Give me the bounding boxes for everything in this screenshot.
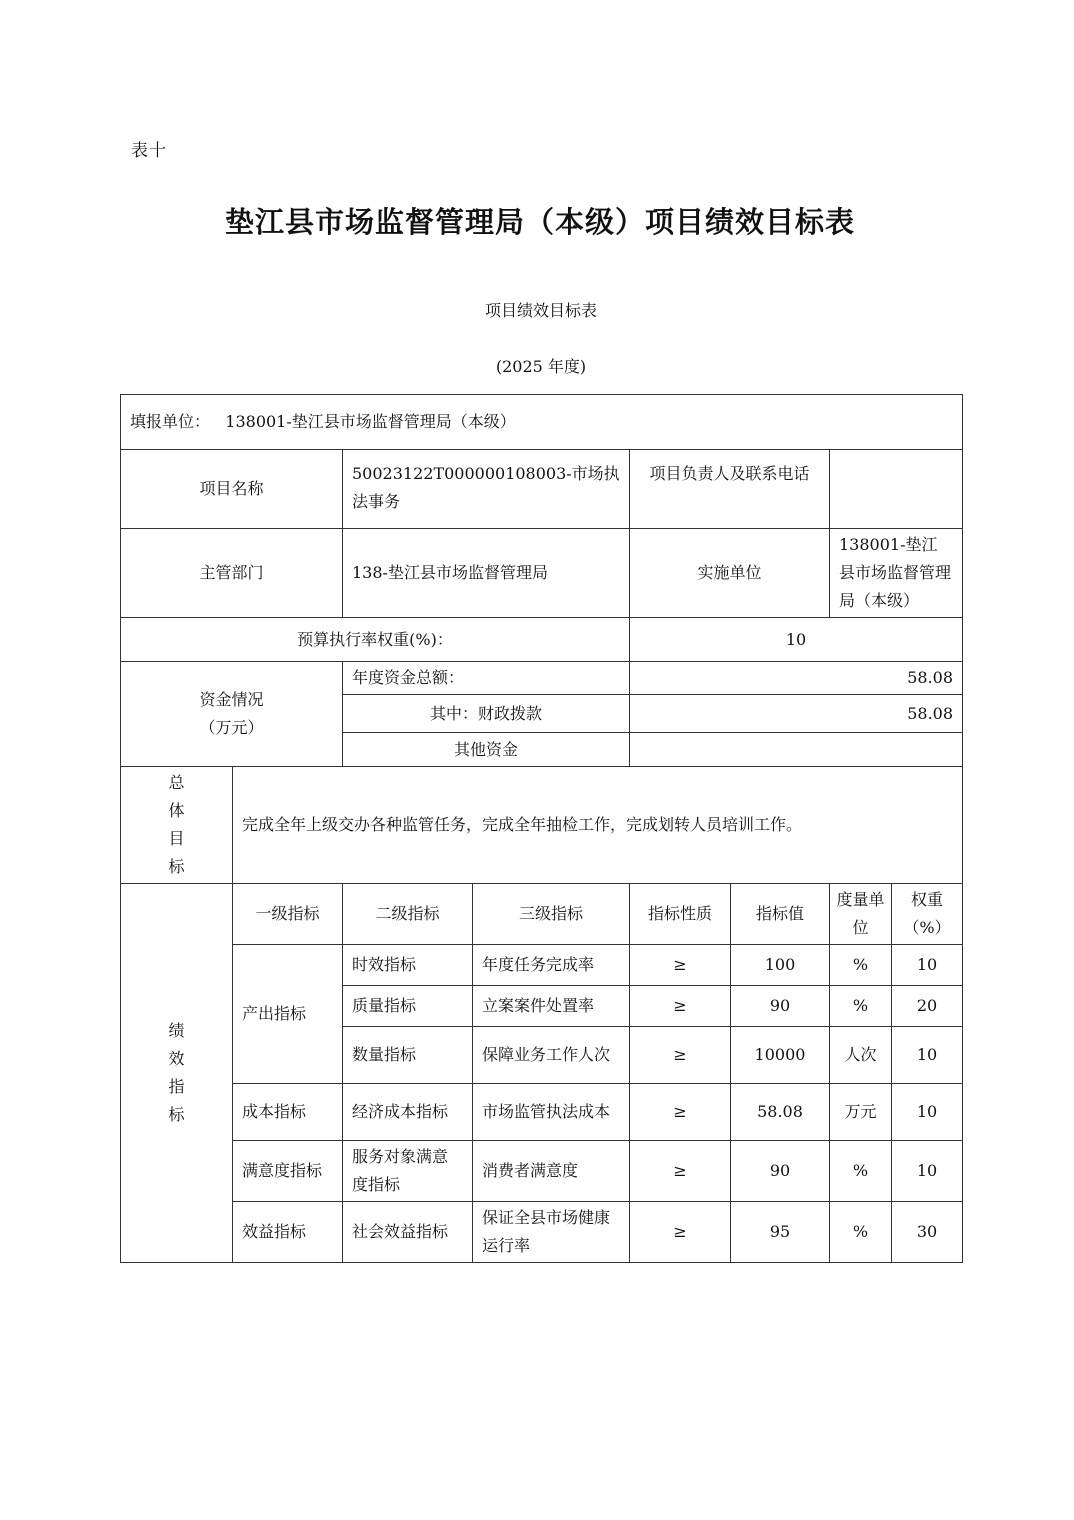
- budget-rate-value: 10: [630, 618, 963, 662]
- filler-unit-value: 138001-垫江县市场监督管理局（本级）: [225, 412, 516, 431]
- overall-goal-text: 完成全年上级交办各种监管任务，完成全年抽检工作，完成划转人员培训工作。: [233, 767, 963, 884]
- table-subtitle: 项目绩效目标表: [484, 301, 597, 320]
- funds-label-line1: 资金情况: [199, 690, 264, 709]
- table-row: [121, 945, 963, 986]
- funds-total-label: 年度资金总额：: [343, 662, 630, 695]
- value-cell: 10000: [731, 1027, 830, 1084]
- weight-cell: 10: [892, 1027, 963, 1084]
- level1-cell: 效益指标: [233, 1202, 343, 1263]
- indicators-label-char: 绩: [168, 1021, 185, 1040]
- level3-cell: 消费者满意度: [473, 1141, 630, 1202]
- level2-cell: 社会效益指标: [343, 1202, 473, 1263]
- level2-cell: 时效指标: [343, 945, 473, 986]
- funds-label-line2: （万元）: [199, 718, 264, 737]
- level3-cell: 保证全县市场健康运行率: [473, 1202, 630, 1263]
- indicators-label-char: 指: [168, 1077, 185, 1096]
- level3-cell: 年度任务完成率: [473, 945, 630, 986]
- dept-label: 主管部门: [121, 529, 343, 618]
- filler-unit-cell: [121, 395, 963, 450]
- contact-label: 项目负责人及联系电话: [630, 450, 830, 529]
- level1-cell: 满意度指标: [233, 1141, 343, 1202]
- value-cell: 90: [731, 986, 830, 1027]
- nature-cell: ≥: [630, 1141, 731, 1202]
- goal-label-char: 体: [168, 801, 185, 820]
- nature-cell: ≥: [630, 1027, 731, 1084]
- level3-cell: 立案案件处置率: [473, 986, 630, 1027]
- indicators-label-char: 标: [168, 1105, 185, 1124]
- goal-label-char: 总: [168, 773, 185, 792]
- budget-rate-label: 预算执行率权重(%)：: [121, 618, 630, 662]
- nature-cell: ≥: [630, 986, 731, 1027]
- goal-label-char: 目: [168, 829, 185, 848]
- header-level1: 一级指标: [233, 884, 343, 945]
- weight-cell: 30: [892, 1202, 963, 1263]
- header-level2: 二级指标: [343, 884, 473, 945]
- value-cell: 90: [731, 1141, 830, 1202]
- level2-cell: 经济成本指标: [343, 1084, 473, 1141]
- level1-cell: 成本指标: [233, 1084, 343, 1141]
- contact-value: [830, 450, 963, 529]
- impl-unit-value: 138001-垫江县市场监督管理局（本级）: [830, 529, 963, 618]
- fiscal-year: (2025 年度): [495, 357, 587, 376]
- level2-cell: 质量指标: [343, 986, 473, 1027]
- nature-cell: ≥: [630, 1084, 731, 1141]
- funds-other-label: 其他资金: [343, 733, 630, 767]
- weight-cell: 10: [892, 1141, 963, 1202]
- dept-value: 138-垫江县市场监督管理局: [343, 529, 630, 618]
- table-number: 表十: [131, 141, 167, 161]
- nature-cell: ≥: [630, 945, 731, 986]
- header-unit: 度量单位: [830, 884, 892, 945]
- level2-cell: 数量指标: [343, 1027, 473, 1084]
- value-cell: 95: [731, 1202, 830, 1263]
- project-name-value: 50023122T000000108003-市场执法事务: [343, 450, 630, 529]
- performance-target-table: [120, 394, 963, 1263]
- nature-cell: ≥: [630, 1202, 731, 1263]
- value-cell: 58.08: [731, 1084, 830, 1141]
- unit-cell: %: [830, 1141, 892, 1202]
- indicators-label: [121, 884, 233, 1263]
- funds-fiscal-value: 58.08: [630, 695, 963, 733]
- unit-cell: 人次: [830, 1027, 892, 1084]
- document-title: 垫江县市场监督管理局（本级）项目绩效目标表: [224, 205, 855, 239]
- unit-cell: %: [830, 986, 892, 1027]
- table-row: [121, 1084, 963, 1141]
- header-weight: 权重（%）: [892, 884, 963, 945]
- header-nature: 指标性质: [630, 884, 731, 945]
- weight-cell: 10: [892, 1084, 963, 1141]
- impl-unit-label: 实施单位: [630, 529, 830, 618]
- weight-cell: 10: [892, 945, 963, 986]
- level1-cell: 产出指标: [233, 945, 343, 1084]
- level3-cell: 保障业务工作人次: [473, 1027, 630, 1084]
- table-row: [121, 1141, 963, 1202]
- value-cell: 100: [731, 945, 830, 986]
- header-value: 指标值: [731, 884, 830, 945]
- goal-label-char: 标: [168, 857, 185, 876]
- funds-fiscal-label: 其中：财政拨款: [343, 695, 630, 733]
- project-name-label: 项目名称: [121, 450, 343, 529]
- header-level3: 三级指标: [473, 884, 630, 945]
- unit-cell: 万元: [830, 1084, 892, 1141]
- filler-unit-label: 填报单位：: [130, 412, 211, 431]
- funds-label: [121, 662, 343, 767]
- level3-cell: 市场监管执法成本: [473, 1084, 630, 1141]
- weight-cell: 20: [892, 986, 963, 1027]
- unit-cell: %: [830, 1202, 892, 1263]
- indicators-label-char: 效: [168, 1049, 185, 1068]
- funds-other-value: [630, 733, 963, 767]
- overall-goal-label: [121, 767, 233, 884]
- table-row: [121, 1202, 963, 1263]
- level2-cell: 服务对象满意度指标: [343, 1141, 473, 1202]
- funds-total-value: 58.08: [630, 662, 963, 695]
- unit-cell: %: [830, 945, 892, 986]
